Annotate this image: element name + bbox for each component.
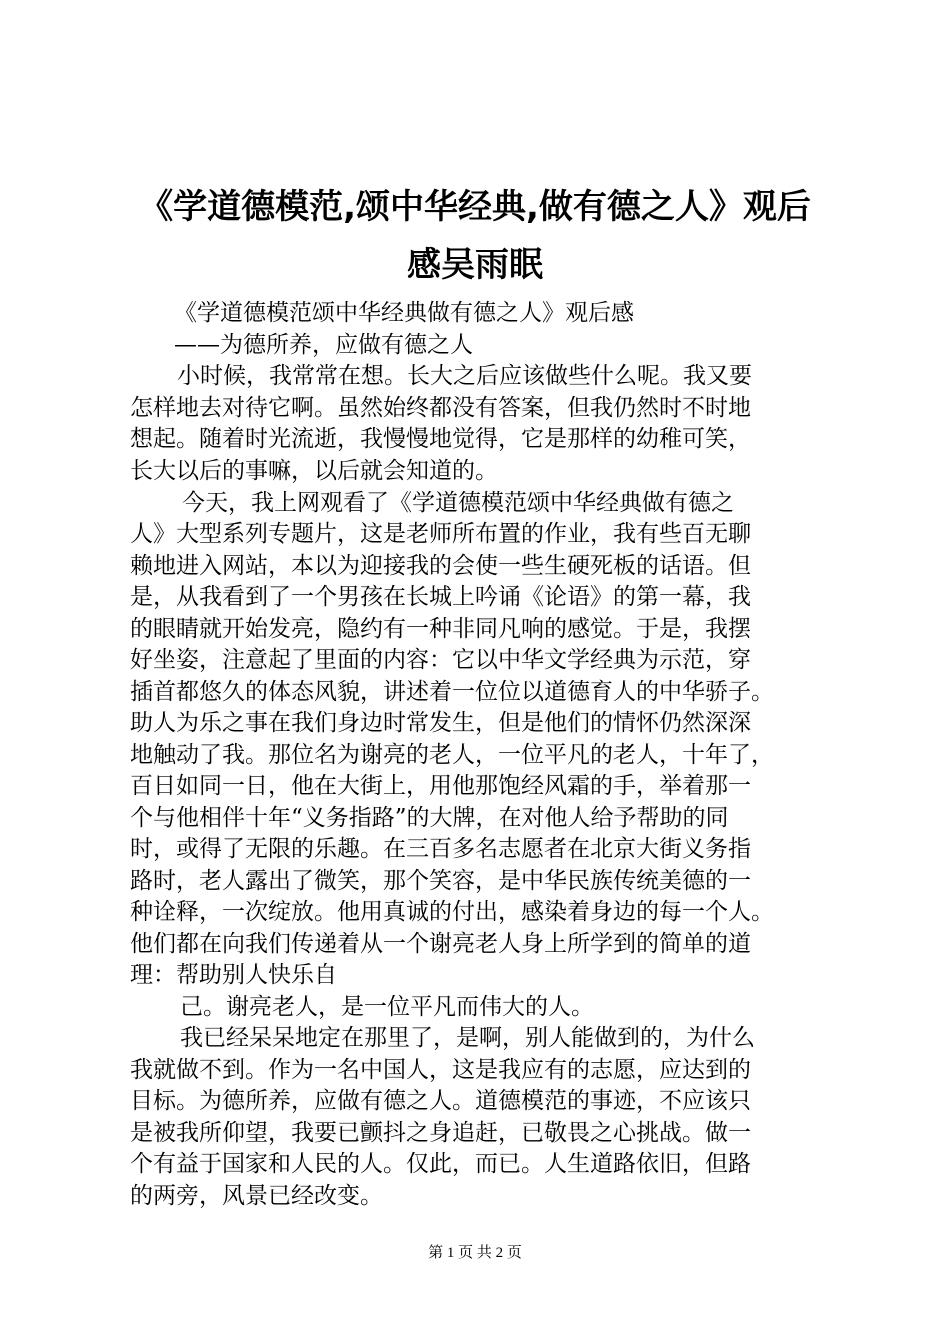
body-text-line: 时，或得了无限的乐趣。在三百多名志愿者在北京大街义务指 xyxy=(130,836,751,862)
body-text-line: 的眼睛就开始发亮，隐约有一种非同凡响的感觉。于是，我摆 xyxy=(130,616,751,642)
body-text-line: 个与他相伴十年“义务指路”的大牌，在对他人给予帮助的同 xyxy=(130,805,729,831)
body-text-line: 插首都悠久的体态风貌，讲述着一位位以道德育人的中华骄子。 xyxy=(130,679,774,705)
subtitle-line: 《学道德模范颂中华经典做有德之人》观后感 xyxy=(174,300,634,326)
body-text-line: 助人为乐之事在我们身边时常发生，但是他们的情怀仍然深深 xyxy=(130,710,751,736)
body-text-line: 己。谢亮老人，是一位平凡而伟大的人。 xyxy=(180,994,594,1020)
body-text-line: 种诠释，一次绽放。他用真诚的付出，感染着身边的每一个人。 xyxy=(130,899,774,925)
body-text-line: 小时候，我常常在想。长大之后应该做些什么呢。我又要 xyxy=(177,363,752,389)
body-text-line: 赖地进入网站，本以为迎接我的会使一些生硬死板的话语。但 xyxy=(130,553,751,579)
page-footer: 第 1 页 共 2 页 xyxy=(428,1245,522,1261)
document-title-line-2: 感吴雨眠 xyxy=(407,245,543,285)
body-text-line: 是被我所仰望，我要已颤抖之身追赶，已敬畏之心挑战。做一 xyxy=(130,1120,751,1146)
body-text-line: 想起。随着时光流逝，我慢慢地觉得，它是那样的幼稚可笑， xyxy=(130,426,751,452)
body-text-line: 个有益于国家和人民的人。仅此，而已。人生道路依旧，但路 xyxy=(130,1151,751,1177)
subtitle-line: ——为德所养，应做有德之人 xyxy=(174,332,473,358)
body-text-line: 怎样地去对待它啊。虽然始终都没有答案，但我仍然时不时地 xyxy=(130,395,751,421)
body-text-line: 是，从我看到了一个男孩在长城上吟诵《论语》的第一幕，我 xyxy=(130,584,751,610)
body-text-line: 我就做不到。作为一名中国人，这是我应有的志愿，应达到的 xyxy=(130,1057,751,1083)
body-text-line: 人》大型系列专题片，这是老师所布置的作业，我有些百无聊 xyxy=(130,521,751,547)
body-text-line: 目标。为德所养，应做有德之人。道德模范的事迹，不应该只 xyxy=(130,1088,751,1114)
body-text-line: 百日如同一日，他在大街上，用他那饱经风霜的手，举着那一 xyxy=(130,773,751,799)
body-text-line: 理：帮助别人快乐自 xyxy=(130,962,337,988)
document-title-line-1: 《学道德模范,颂中华经典,做有德之人》观后 xyxy=(139,187,811,227)
body-text-line: 今天，我上网观看了《学道德模范颂中华经典做有德之 xyxy=(182,490,734,516)
body-text-line: 的两旁，风景已经改变。 xyxy=(130,1183,383,1209)
body-text-line: 路时，老人露出了微笑，那个笑容，是中华民族传统美德的一 xyxy=(130,868,751,894)
body-text-line: 长大以后的事嘛，以后就会知道的。 xyxy=(130,458,498,484)
body-text-line: 地触动了我。那位名为谢亮的老人，一位平凡的老人，十年了， xyxy=(130,742,774,768)
body-text-line: 他们都在向我们传递着从一个谢亮老人身上所学到的简单的道 xyxy=(130,931,751,957)
body-text-line: 我已经呆呆地定在那里了，是啊，别人能做到的，为什么 xyxy=(180,1025,755,1051)
body-text-line: 好坐姿，注意起了里面的内容：它以中华文学经典为示范，穿 xyxy=(130,647,751,673)
